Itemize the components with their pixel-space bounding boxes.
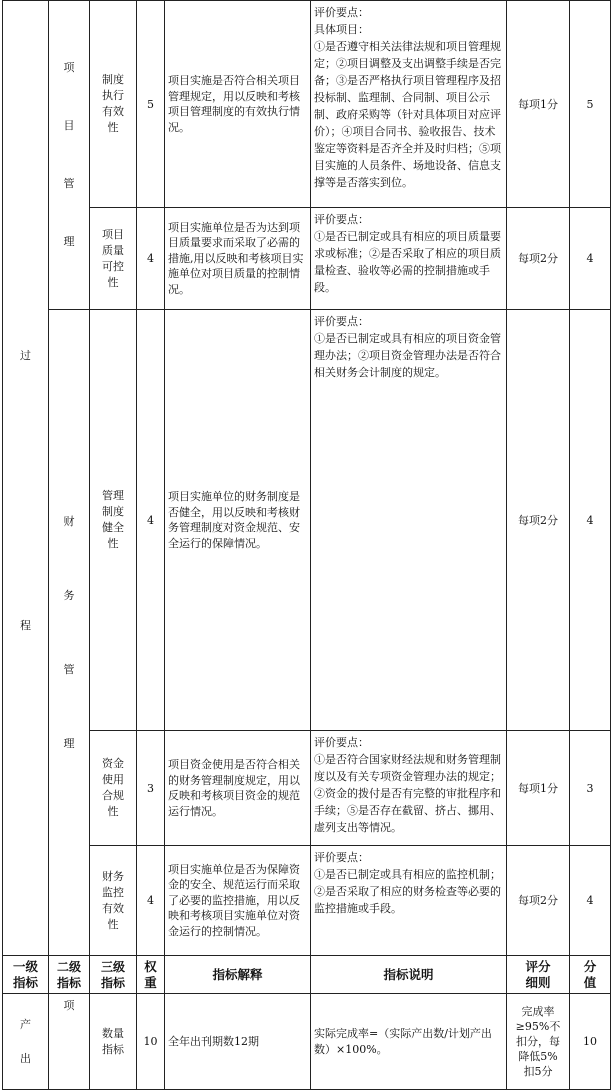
indicator-explanation: 项目实施单位的财务制度是否健全，用以反映和考核财务管理制度对资金规范、安全运行的保障情况。 — [165, 310, 311, 731]
indicator-note: 评价要点： 具体项目： ①是否遵守相关法律法规和项目管理规定；②项目调整及支出调整手续是否完备；③是否严格执行项目管理程序及招投标制、监理制、合同制、项目公示制、政府采购等（针对具体项目对应评价）；④项目合同书、验收报告、技术鉴定等资料是否齐全并及时归档；⑤项目实施的人员条件、场地设备、信息支撑等是否落实到位。 — [311, 1, 507, 208]
table-row — [3, 1, 611, 208]
level2-char: 务 — [63, 588, 75, 602]
level3-indicator: 资金 使用 合规 性 — [90, 731, 137, 846]
performance-evaluation-table — [2, 0, 611, 1090]
level2-char: 财 — [63, 514, 75, 528]
level3-indicator: 管理 制度 健全 性 — [90, 310, 137, 731]
weight-value: 5 — [137, 1, 165, 208]
table-header-row — [3, 956, 611, 994]
table-row — [3, 846, 611, 956]
level2-char: 项 — [63, 61, 75, 74]
level3-indicator: 数量 指标 — [90, 994, 137, 1090]
score-value: 4 — [570, 846, 611, 956]
score-value: 5 — [570, 1, 611, 208]
level2-output-cell: 项 — [49, 994, 90, 1090]
level2-finance-management — [49, 310, 90, 956]
table-row — [3, 310, 611, 731]
scoring-rule: 每项1分 — [507, 1, 570, 208]
weight-value: 4 — [137, 310, 165, 731]
level1-process-cell — [3, 1, 49, 956]
indicator-note: 实际完成率=（实际产出数/计划产出数）×100%。 — [311, 994, 507, 1090]
table-row — [3, 208, 611, 310]
level2-char: 理 — [63, 235, 75, 248]
header-score: 分 值 — [570, 956, 611, 994]
level2-char: 管 — [63, 662, 75, 676]
scoring-rule: 每项2分 — [507, 208, 570, 310]
header-note: 指标说明 — [311, 956, 507, 994]
indicator-note: 评价要点： ①是否已制定或具有相应的项目质量要求或标准；②是否采取了相应的项目质量检查、验收等必需的控制措施或手段。 — [311, 208, 507, 310]
table-row — [3, 994, 611, 1090]
scoring-rule: 每项2分 — [507, 310, 570, 731]
scoring-rule: 每项1分 — [507, 731, 570, 846]
level1-output-cell: 产 出 — [3, 994, 49, 1090]
weight-value: 4 — [137, 208, 165, 310]
indicator-explanation: 项目资金使用是否符合相关的财务管理制度规定，用以反映和考核项目资金的规范运行情况。 — [165, 731, 311, 846]
level3-indicator: 项目 质量 可控 性 — [90, 208, 137, 310]
score-value: 4 — [570, 310, 611, 731]
weight-value: 3 — [137, 731, 165, 846]
score-value: 3 — [570, 731, 611, 846]
indicator-note: 评价要点： ①是否已制定或具有相应的监控机制；②是否采取了相应的财务检查等必要的监控措施或手段。 — [311, 846, 507, 956]
header-scoring: 评分 细则 — [507, 956, 570, 994]
header-level2: 二级 指标 — [49, 956, 90, 994]
header-weight: 权 重 — [137, 956, 165, 994]
level1-char: 过 — [20, 349, 31, 362]
scoring-rule: 每项2分 — [507, 846, 570, 956]
score-value: 10 — [570, 994, 611, 1090]
weight-value: 4 — [137, 846, 165, 956]
indicator-explanation: 全年出刊期数12期 — [165, 994, 311, 1090]
header-explanation: 指标解释 — [165, 956, 311, 994]
indicator-note: 评价要点： ①是否符合国家财经法规和财务管理制度以及有关专项资金管理办法的规定；②资金的拨付是否有完整的审批程序和手续；⑤是否存在截留、挤占、挪用、虚列支出等情况。 — [311, 731, 507, 846]
level3-indicator: 制度 执行 有效 性 — [90, 1, 137, 208]
level2-char: 理 — [63, 736, 75, 750]
indicator-explanation: 项目实施单位是否为保障资金的安全、规范运行而采取了必要的监控措施，用以反映和考核项目实施单位对资金运行的控制情况。 — [165, 846, 311, 956]
level3-indicator: 财务 监控 有效 性 — [90, 846, 137, 956]
level2-char: 管 — [63, 177, 75, 190]
indicator-note: 评价要点： ①是否已制定或具有相应的项目资金管理办法；②项目资金管理办法是否符合相关财务会计制度的规定。 — [311, 310, 507, 731]
indicator-explanation: 项目实施是否符合相关项目管理规定，用以反映和考核项目管理制度的有效执行情况。 — [165, 1, 311, 208]
level2-project-management — [49, 1, 90, 310]
header-level3: 三级 指标 — [90, 956, 137, 994]
score-value: 4 — [570, 208, 611, 310]
level2-char: 目 — [63, 119, 75, 132]
table-row — [3, 731, 611, 846]
level1-char: 程 — [20, 619, 31, 632]
header-level1: 一级 指标 — [3, 956, 49, 994]
weight-value: 10 — [137, 994, 165, 1090]
indicator-explanation: 项目实施单位是否为达到项目质量要求而采取了必需的措施,用以反映和考核项目实施单位对项目质量的控制情况。 — [165, 208, 311, 310]
scoring-rule: 完成率 ≥95%不 扣分，每 降低5% 扣5分 — [507, 994, 570, 1090]
